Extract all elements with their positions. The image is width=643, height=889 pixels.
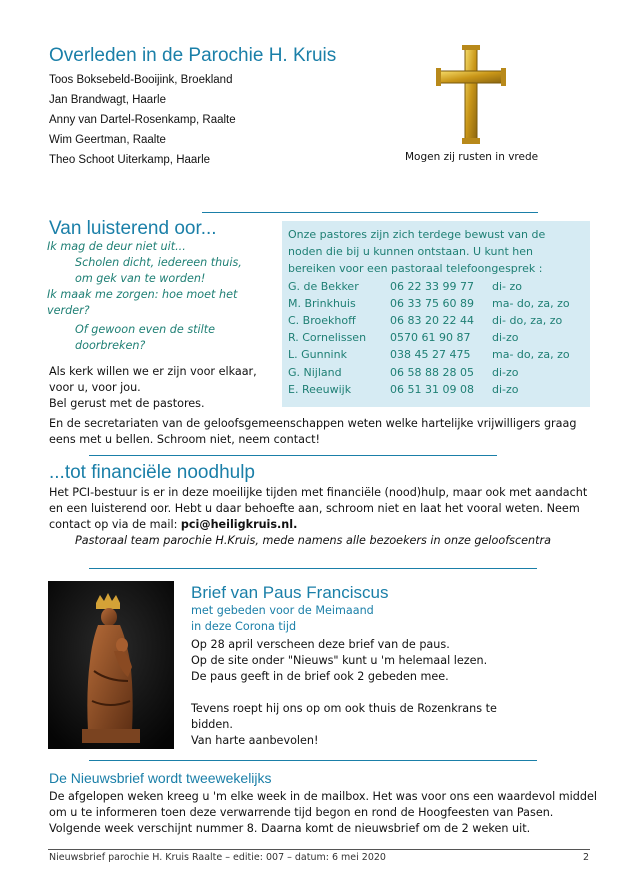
poem-line: doorbreken? [75, 339, 146, 352]
newsletter-text [49, 789, 597, 837]
pastors-table [288, 278, 570, 398]
deceased-name: Theo Schoot Uiterkamp, Haarle [49, 154, 211, 166]
pastor-row [288, 278, 545, 295]
financial-title: ...tot financiële noodhulp [49, 462, 255, 483]
pastor-days: di-zo [492, 331, 519, 345]
deceased-title: Overleden in de Parochie H. Kruis [49, 45, 337, 66]
pastor-row [288, 346, 570, 363]
subtitle-line: in deze Corona tijd [191, 620, 297, 633]
pastor-days: ma- do, za, zo [492, 348, 570, 362]
text-line: En de secretariaten van de geloofsgemeenschappen weten welke hartelijke vrijwilligers graag [49, 417, 577, 430]
pastor-row [288, 295, 570, 312]
pastor-name: R. Cornelissen [288, 331, 367, 345]
pastor-phone[interactable]: 038 45 27 475 [390, 348, 471, 362]
divider [89, 455, 497, 456]
pastor-name: G. de Bekker [288, 279, 359, 293]
deceased-name: Jan Brandwagt, Haarle [49, 94, 166, 106]
pastors-intro: noden die bij u kunnen ontstaan. U kunt hen [288, 245, 534, 259]
pastor-phone[interactable]: 06 22 33 99 77 [390, 279, 474, 293]
poem-line: Of gewoon even de stilte [75, 323, 216, 336]
financial-text [49, 485, 587, 549]
poem-line: verder? [47, 304, 90, 317]
page-number: 2 [583, 852, 590, 863]
text-line: Het PCI-bestuur is er in deze moeilijke tijden met financiële (nood)hulp, maar ook met aandacht [49, 486, 588, 499]
signature: Pastoraal team parochie H.Kruis, mede namens alle bezoekers in onze geloofscentra [75, 534, 551, 547]
poem-line: Ik mag de deur niet uit... [47, 240, 186, 253]
divider [89, 568, 537, 569]
pastor-phone[interactable]: 06 51 31 09 08 [390, 382, 474, 396]
deceased-name: Toos Boksebeld-Booijink, Broekland [49, 74, 233, 86]
text-line: Als kerk willen we er zijn voor elkaar, [49, 365, 257, 378]
contact-line [49, 517, 587, 533]
text-line: Tevens roept hij ons op om ook thuis de Rozenkrans te [191, 702, 497, 715]
secretariat-text [49, 416, 576, 448]
deceased-name: Anny van Dartel-Rosenkamp, Raalte [49, 114, 236, 126]
poem-line: om gek van te worden! [75, 272, 206, 285]
poem-line: Ik maak me zorgen: hoe moet het [47, 288, 238, 301]
pastors-intro: bereiken voor een pastoraal telefoongesprek : [288, 262, 543, 276]
pastors-box [282, 221, 590, 407]
pastor-days: di-zo [492, 365, 519, 379]
footer-text: Nieuwsbrief parochie H. Kruis Raalte – editie: 007 – datum: 6 mei 2020 [49, 852, 386, 863]
text-line: Op de site onder "Nieuws" kunt u 'm helemaal lezen. [191, 654, 488, 667]
poem-line: Scholen dicht, iedereen thuis, [75, 256, 242, 269]
cross-caption: Mogen zij rusten in vrede [405, 151, 539, 163]
text-line: en een luisterend oor. Hebt u daar behoefte aan, schroom niet en laat het vooral weten. Neem [49, 502, 580, 515]
pastor-phone[interactable]: 06 33 75 60 89 [390, 296, 474, 310]
text-line: De paus geeft in de brief ook 2 gebeden mee. [191, 670, 449, 683]
text-line: Van harte aanbevolen! [191, 734, 319, 747]
pastor-phone[interactable]: 06 83 20 22 44 [390, 313, 474, 327]
email-link[interactable]: pci@heiligkruis.nl. [180, 518, 298, 531]
text-line: eens met u bellen. Schroom niet, neem contact! [49, 433, 320, 446]
poem [47, 239, 242, 354]
pastor-days: di- do, za, zo [492, 313, 563, 327]
divider [202, 212, 538, 213]
listening-text [49, 364, 257, 412]
deceased-name: Wim Geertman, Raalte [49, 134, 166, 146]
pastor-days: ma- do, za, zo [492, 296, 570, 310]
pastor-name: C. Broekhoff [288, 313, 356, 327]
pope-text [191, 637, 497, 749]
pope-title: Brief van Paus Franciscus [191, 583, 389, 602]
pastor-phone[interactable]: 0570 61 90 87 [390, 331, 471, 345]
pastor-days: di-zo [492, 382, 519, 396]
text-line: Bel gerust met de pastores. [49, 397, 205, 410]
text-line: bidden. [191, 718, 233, 731]
newsletter-title: De Nieuwsbrief wordt tweewekelijks [49, 770, 272, 786]
pastor-name: E. Reeuwijk [288, 382, 352, 396]
pastors-intro: Onze pastores zijn zich terdege bewust van de [288, 228, 546, 241]
pastor-row [288, 364, 545, 381]
contact-prefix: contact op via de mail: [49, 518, 181, 531]
divider [89, 760, 537, 761]
pastor-row [288, 312, 563, 329]
pastor-days: di- zo [492, 279, 523, 293]
pastor-phone[interactable]: 06 58 88 28 05 [390, 365, 474, 379]
madonna-statue-image [48, 581, 174, 749]
deceased-list [49, 70, 236, 170]
pastor-name: M. Brinkhuis [288, 296, 356, 310]
text-line: De afgelopen weken kreeg u 'm elke week in de mailbox. Het was voor ons een waardevol middel [49, 790, 597, 803]
pastor-name: L. Gunnink [288, 348, 347, 362]
pastor-row [288, 329, 545, 346]
text-line: voor u, voor jou. [49, 381, 141, 394]
subtitle-line: met gebeden voor de Meimaand [191, 604, 374, 617]
pastor-row [288, 381, 545, 398]
pope-subtitle [191, 603, 374, 635]
footer-rule [48, 849, 590, 850]
cross-icon [436, 45, 506, 145]
text-line: om u te informeren toen deze verwarrende tijd begon en rond de Hoogfeesten van Pasen. [49, 806, 554, 819]
pastor-name: G. Nijland [288, 365, 342, 379]
listening-title: Van luisterend oor... [49, 218, 217, 239]
text-line: Volgende week verschijnt nummer 8. Daarna komt de nieuwsbrief om de 2 weken uit. [49, 822, 531, 835]
text-line: Op 28 april verscheen deze brief van de paus. [191, 638, 450, 651]
